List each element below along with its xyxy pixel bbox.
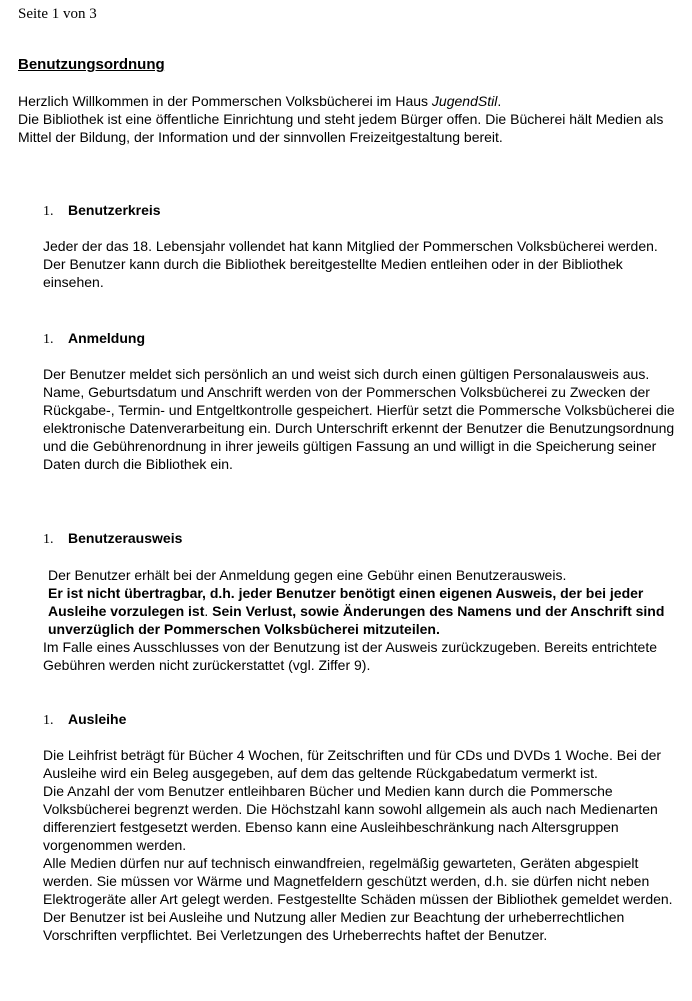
section-body-benutzerausweis [43, 566, 683, 674]
section-title: Benutzerkreis [68, 202, 161, 218]
section-number: 1. [43, 332, 54, 347]
section-heading-benutzerkreis [43, 201, 161, 221]
section-paragraph-copyright: Der Benutzer ist bei Ausleihe und Nutzung aller Medien zur Beachtung der urheberrechtlichen Vorschriften verpflichtet. Bei Verletzungen des Urheberrechts haftet der Benutzer. [43, 909, 625, 943]
section-body-ausleihe [43, 746, 683, 944]
section-text: Der Benutzer meldet sich persönlich an und weist sich durch einen gültigen Personalausweis aus. Name, Geburtsdatum und Anschrift werden von der Pommerschen Volksbücherei zu Zwecken der Rückgabe-, Termin- und Entgeltkontrolle gespeichert. Hierfür setzt die Pommersche Volksbücherei die elektronische Datenverarbeitung ein. Durch Unterschrift erkennt der Benutzer die Benutzungsordnung und die Gebührenordnung in ihrer jeweils gültigen Fassung an und willigt in die Speicherung seiner Daten durch die Bibliothek ein. [43, 366, 675, 472]
section-paragraph-loan-limit: Die Anzahl der vom Benutzer entleihbaren Bücher und Medien kann durch die Pommersche Volksbücherei begrenzt werden. Die Höchstzahl kann sowohl allgemein als auch nach Medienarten differenziert festgesetzt werden. Ebenso kann eine Ausleihbeschränkung nach Altersgruppen vorgenommen werden. [43, 783, 658, 853]
document-title: Benutzungsordnung [18, 56, 165, 73]
section-text-tail: Im Falle eines Ausschlusses von der Benutzung ist der Ausweis zurückzugeben. Bereits entrichtete Gebühren werden nicht zurückerstattet (vgl. Ziffer 9). [43, 639, 657, 673]
section-number: 1. [43, 204, 54, 219]
intro-house-name: JugendStil [431, 93, 498, 109]
intro-paragraph: Die Bibliothek ist eine öffentliche Einrichtung und steht jedem Bürger offen. Die Bücherei hält Medien als Mittel der Bildung, der Information und der sinnvollen Freizeitgestaltung bereit. [18, 111, 664, 145]
section-title: Benutzerausweis [68, 530, 183, 546]
intro-text [18, 92, 678, 146]
section-text-emphasis [43, 584, 683, 638]
section-title: Ausleihe [68, 711, 127, 727]
section-number: 1. [43, 532, 54, 547]
section-heading-anmeldung [43, 329, 145, 349]
page-header: Seite 1 von 3 [18, 6, 97, 22]
section-number: 1. [43, 713, 54, 728]
bold-text-transfer: Er ist nicht übertragbar, d.h. jeder Benutzer benötigt einen eigenen Ausweis, der bei jeder Ausleihe vorzulegen ist [48, 585, 644, 619]
sentence-separator: . [204, 603, 213, 619]
bold-text-loss: Sein Verlust, sowie Änderungen des Namens und der Anschrift sind unverzüglich der Pommerschen Volksbücherei mitzuteilen. [48, 603, 665, 637]
section-body-anmeldung [43, 365, 683, 473]
intro-line1-text: Herzlich Willkommen in der Pommerschen Volksbücherei im Haus [18, 93, 432, 109]
intro-line1-end: . [497, 93, 502, 109]
section-heading-ausleihe [43, 710, 126, 730]
section-paragraph-loan-period: Die Leihfrist beträgt für Bücher 4 Wochen, für Zeitschriften und für CDs und DVDs 1 Woche. Bei der Ausleihe wird ein Beleg ausgegeben, auf dem das geltende Rückgabedatum vermerkt ist. [43, 747, 662, 781]
section-title: Anmeldung [68, 330, 145, 346]
section-text-intro: Der Benutzer erhält bei der Anmeldung gegen eine Gebühr einen Benutzerausweis. [48, 567, 567, 583]
intro-line1 [18, 92, 678, 110]
section-text: Jeder der das 18. Lebensjahr vollendet hat kann Mitglied der Pommerschen Volksbücherei werden. Der Benutzer kann durch die Bibliothek bereitgestellte Medien entleihen oder in der Bibliothek einsehen. [43, 238, 658, 290]
section-heading-benutzerausweis [43, 529, 182, 549]
section-paragraph-media-care: Alle Medien dürfen nur auf technisch einwandfreien, regelmäßig gewarteten, Geräten abgespielt werden. Sie müssen vor Wärme und Magnetfeldern geschützt werden, d.h. sie dürfen nicht neben Elektrogeräte aller Art gelegt werden. Festgestellte Schäden müssen der Bibliothek gemeldet werden. [43, 855, 673, 907]
section-body-benutzerkreis [43, 237, 683, 291]
